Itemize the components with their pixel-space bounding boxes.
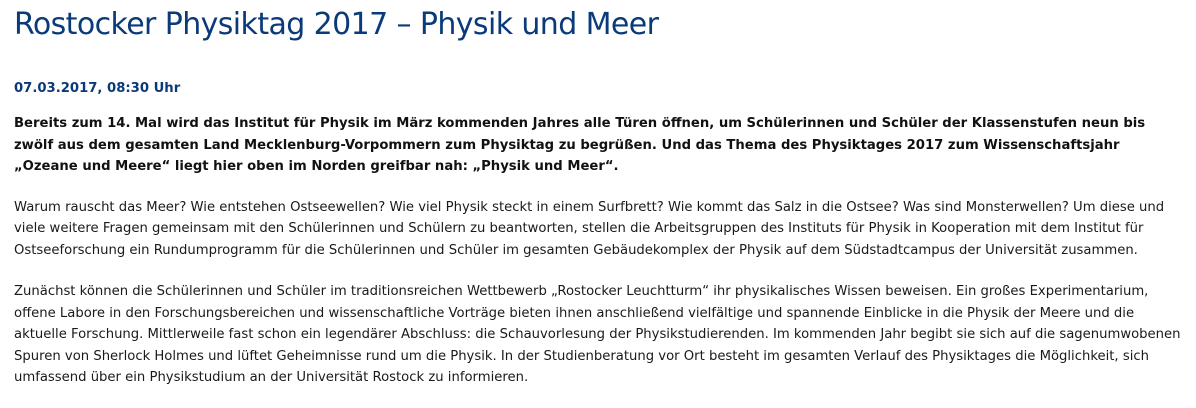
- body-paragraph-1: Warum rauscht das Meer? Wie entstehen Ostseewellen? Wie viel Physik steckt in einem Surfbrett? Wie kommt das Salz in die Ostsee? Was sind Monsterwellen? Um diese und viele weitere Fragen gemeinsam mit den Schülerinnen und Schülern zu beantworten, stellen die Arbeitsgruppen des Instituts für Physik in Kooperation mit dem Institut für Ostseeforschung ein Rundumprogramm für die Schülerinnen und Schüler im gesamten Gebäudekomplex der Physik auf dem Südstadtcampus der Universität zusammen.: [14, 199, 1165, 258]
- lead-paragraph: Bereits zum 14. Mal wird das Institut für Physik im März kommenden Jahres alle Türen öffnen, um Schülerinnen und Schüler der Klassenstufen neun bis zwölf aus dem gesamten Land Mecklenburg-Vorpommern zum Physiktag zu begrüßen. Und das Thema des Physiktages 2017 zum Wissenschaftsjahr „Ozeane und Meere“ liegt hier oben im Norden greifbar nah: „Physik und Meer“.: [14, 116, 1146, 174]
- page-title: Rostocker Physiktag 2017 – Physik und Meer: [14, 7, 659, 42]
- body-paragraph-2: Zunächst können die Schülerinnen und Schüler im traditionsreichen Wettbewerb „Rostocker Leuchtturm“ ihr physikalisches Wissen beweisen. Ein großes Experimentarium, offene Labore in den Forschungsbereichen und wissenschaftliche Vorträge bieten ihnen anschließend vielfältige und spannende Einblicke in die Physik der Meere und die aktuelle Forschung. Mittlerweile fast schon ein legendärer Abschluss: die Schauvorlesung der Physikstudierenden. Im kommenden Jahr begibt sie sich auf die sagenumwobenen Spuren von Sherlock Holmes und lüftet Geheimnisse rund um die Physik. In der Studienberatung vor Ort besteht im gesamten Verlauf des Physiktages die Möglichkeit, sich umfassend über ein Physikstudium an der Universität Rostock zu informieren.: [14, 284, 1181, 385]
- publish-date: 07.03.2017, 08:30 Uhr: [14, 81, 181, 96]
